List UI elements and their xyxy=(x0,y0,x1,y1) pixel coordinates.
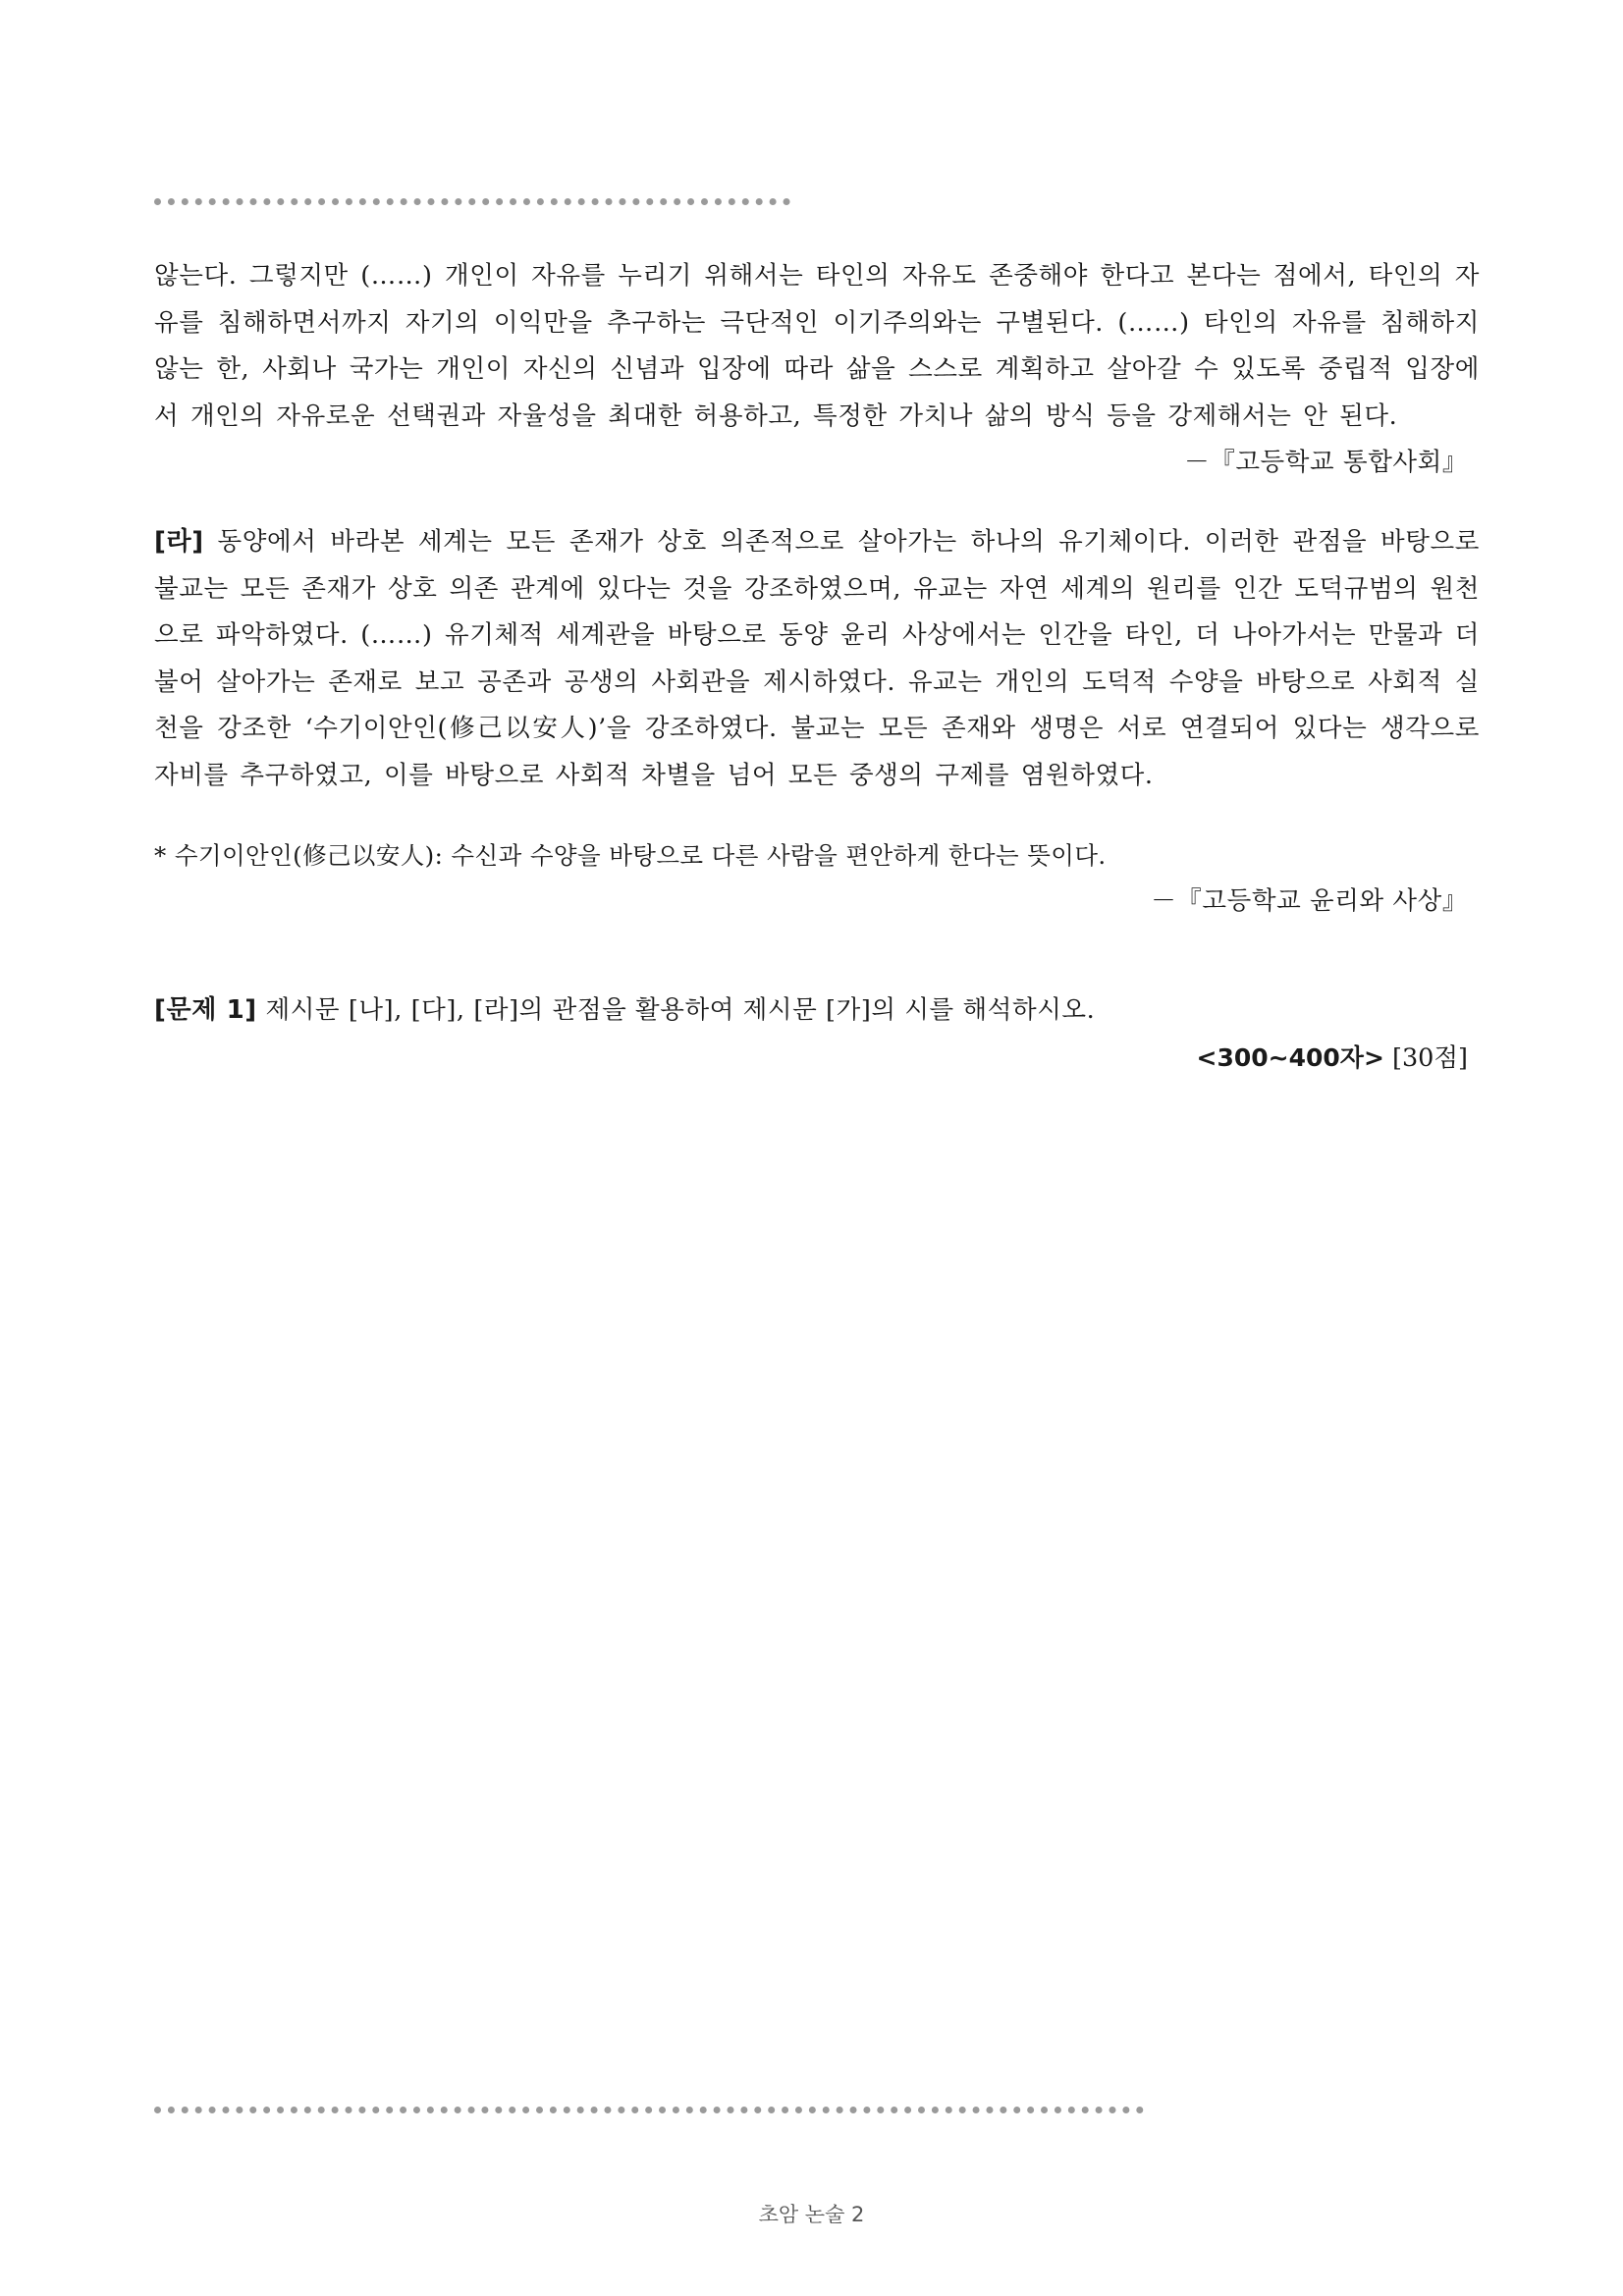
passage-ra-source: －『고등학교 윤리와 사상』 xyxy=(1151,885,1468,916)
passage-da-continued-text: 않는다. 그렇지만 (……) 개인이 자유를 누리기 위해서는 타인의 자유도 존중해야 한다고 본다는 점에서, 타인의 자유를 침해하면서까지 자기의 이익만을 추구하는 극단적인 이기주의와는 구별된다. (……) 타인의 자유를 침해하지 않는 한, 사회나 국가는 개인이 자신의 신념과 입장에 따라 삶을 스스로 계획하고 살아갈 수 있도록 중립적 입장에서 개인의 자유로운 선택권과 자율성을 최대한 허용하고, 특정한 가치나 삶의 방식 등을 강제해서는 안 된다. xyxy=(154,261,1480,431)
passage-ra-footnote: * 수기이안인(修己以安人): 수신과 수양을 바탕으로 다른 사람을 편안하게 한다는 뜻이다. xyxy=(154,840,1107,870)
question-1-meta xyxy=(154,1035,1480,1083)
question-1-length-limit: <300~400자> xyxy=(1196,1042,1384,1072)
passage-ra xyxy=(154,519,1480,800)
question-1-points: [30점] xyxy=(1383,1042,1468,1073)
question-1 xyxy=(154,988,1480,1035)
bottom-dotted-divider xyxy=(154,2107,1144,2113)
top-dotted-divider xyxy=(154,198,790,205)
passage-da-source: －『고등학교 통합사회』 xyxy=(1184,448,1468,478)
page-footer: 초암 논술 2 xyxy=(758,2203,865,2226)
passage-ra-label: [라] xyxy=(154,526,204,557)
passage-ra-text: 동양에서 바라본 세계는 모든 존재가 상호 의존적으로 살아가는 하나의 유기체이다. 이러한 관점을 바탕으로 불교는 모든 존재가 상호 의존 관계에 있다는 것을 강조하였으며, 유교는 자연 세계의 원리를 인간 도덕규범의 원천으로 파악하였다. (……) 유기체적 세계관을 바탕으로 동양 윤리 사상에서는 인간을 타인, 더 나아가서는 만물과 더불어 살아가는 존재로 보고 공존과 공생의 사회관을 제시하였다. 유교는 개인의 도덕적 수양을 바탕으로 사회적 실천을 강조한 ‘수기이안인(修己以安人)’을 강조하였다. 불교는 모든 존재와 생명은 서로 연결되어 있다는 생각으로 자비를 추구하였고, 이를 바탕으로 사회적 차별을 넘어 모든 중생의 구제를 염원하였다. xyxy=(154,526,1480,790)
page-content xyxy=(154,253,1480,1082)
question-1-label: [문제 1] xyxy=(154,995,257,1026)
question-1-text: 제시문 [나], [다], [라]의 관점을 활용하여 제시문 [가]의 시를 해석하시오. xyxy=(256,995,1096,1026)
